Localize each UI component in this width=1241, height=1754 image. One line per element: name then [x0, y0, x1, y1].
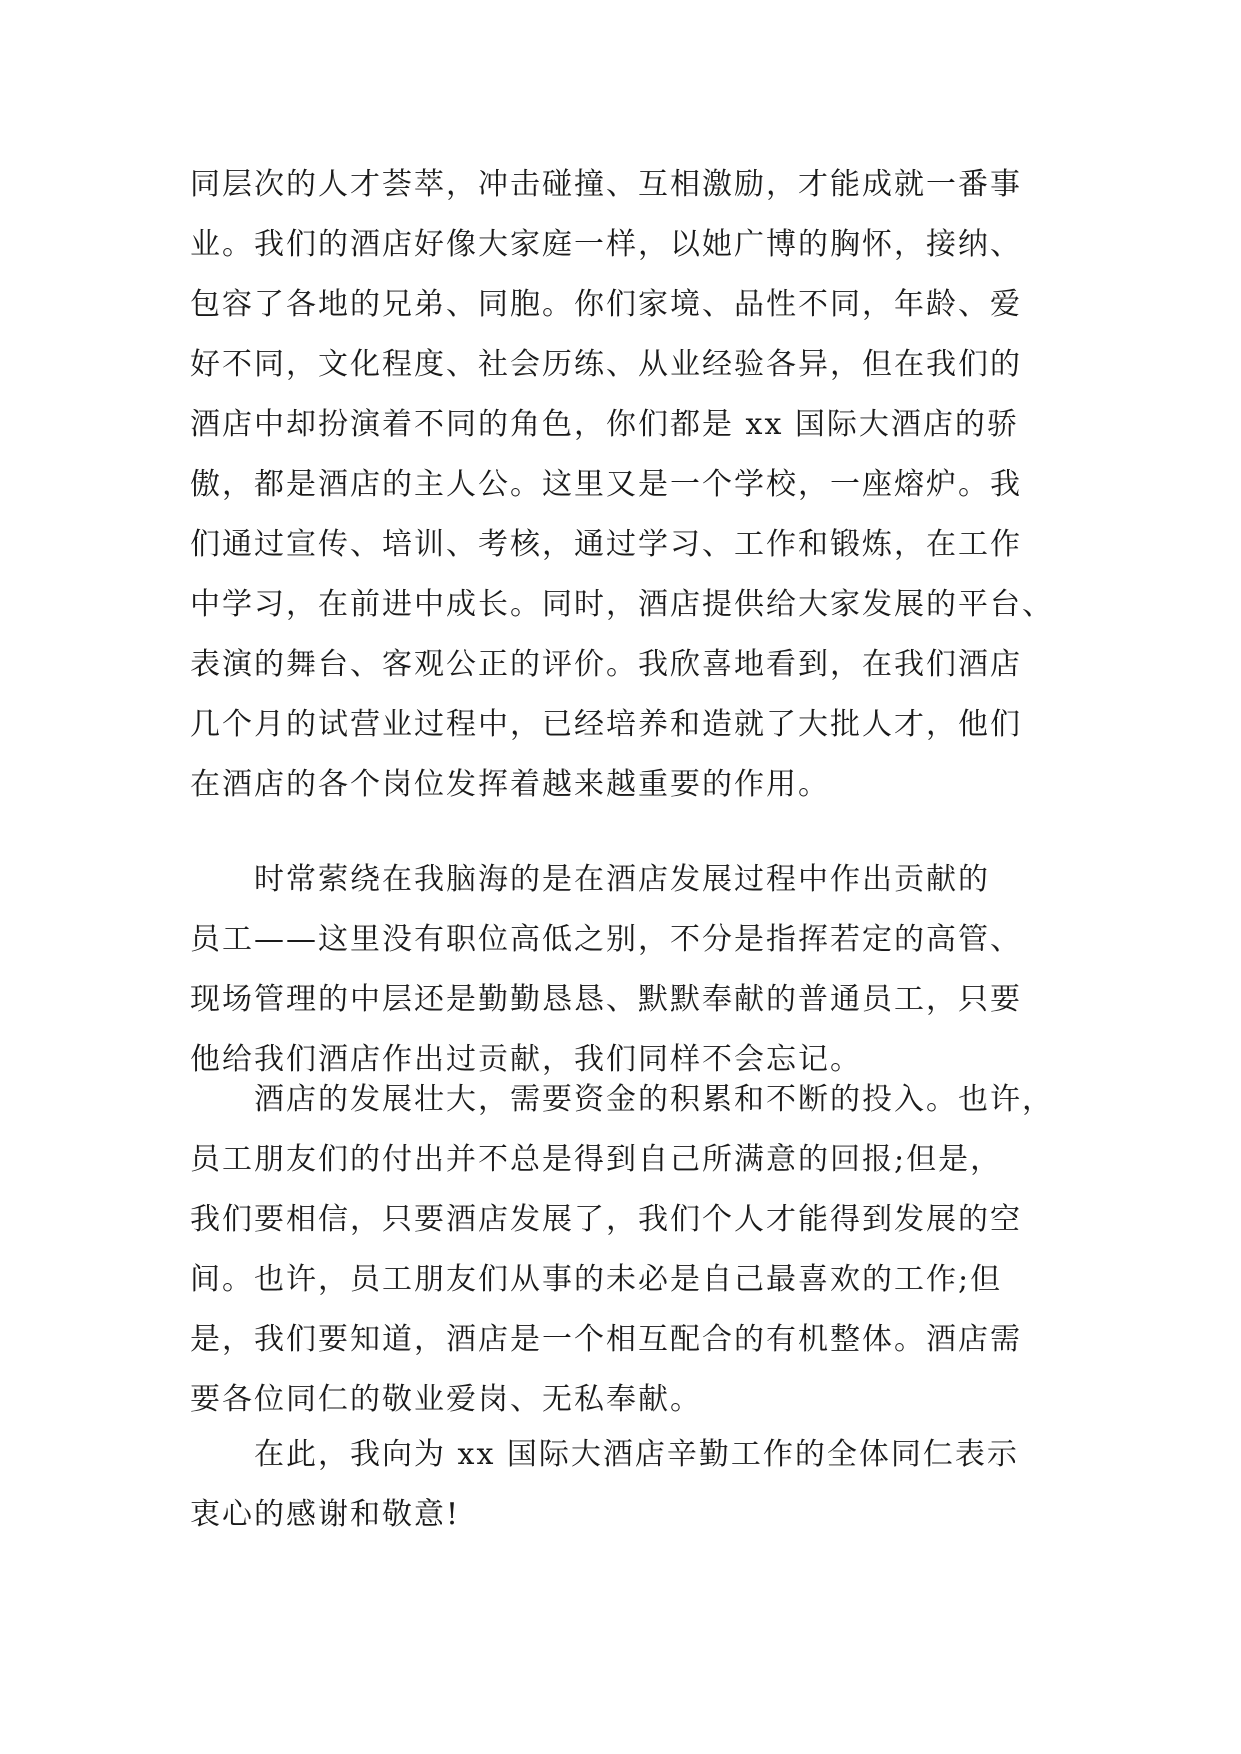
text-line: 在此，我向为 xx 国际大酒店辛勤工作的全体同仁表示	[190, 1437, 1019, 1472]
text-line: 业。我们的酒店好像大家庭一样，以她广博的胸怀，接纳、	[190, 227, 1022, 262]
text-line: 现场管理的中层还是勤勤恳恳、默默奉献的普通员工，只要	[190, 982, 1022, 1017]
text-line: 表演的舞台、客观公正的评价。我欣喜地看到，在我们酒店	[190, 647, 1022, 682]
text-line: 员工朋友们的付出并不总是得到自己所满意的回报;但是，	[190, 1142, 1003, 1177]
text-line: 在酒店的各个岗位发挥着越来越重要的作用。	[190, 767, 830, 802]
text-line: 傲，都是酒店的主人公。这里又是一个学校，一座熔炉。我	[190, 467, 1022, 502]
text-line: 衷心的感谢和敬意!	[190, 1497, 461, 1532]
text-line: 包容了各地的兄弟、同胞。你们家境、品性不同，年龄、爱	[190, 287, 1022, 322]
text-line: 员工——这里没有职位高低之别，不分是指挥若定的高管、	[190, 922, 1022, 957]
paragraph-3	[190, 1070, 1070, 1430]
text-line: 好不同，文化程度、社会历练、从业经验各异，但在我们的	[190, 347, 1022, 382]
text-line: 时常萦绕在我脑海的是在酒店发展过程中作出贡献的	[190, 862, 990, 897]
text-line: 酒店中却扮演着不同的角色，你们都是 xx 国际大酒店的骄	[190, 407, 1019, 442]
text-line: 中学习，在前进中成长。同时，酒店提供给大家发展的平台、	[190, 587, 1054, 622]
paragraph-1	[190, 155, 1070, 815]
text-line: 同层次的人才荟萃，冲击碰撞、互相激励，才能成就一番事	[190, 167, 1022, 202]
text-line: 间。也许，员工朋友们从事的未必是自己最喜欢的工作;但	[190, 1262, 1003, 1297]
text-line: 们通过宣传、培训、考核，通过学习、工作和锻炼，在工作	[190, 527, 1022, 562]
paragraph-4	[190, 1425, 1070, 1545]
text-line: 他给我们酒店作出过贡献，我们同样不会忘记。	[190, 1042, 862, 1077]
text-line: 酒店的发展壮大，需要资金的积累和不断的投入。也许，	[190, 1082, 1054, 1117]
text-line: 几个月的试营业过程中，已经培养和造就了大批人才，他们	[190, 707, 1022, 742]
text-line: 是，我们要知道，酒店是一个相互配合的有机整体。酒店需	[190, 1322, 1022, 1357]
paragraph-2	[190, 850, 1070, 1090]
text-line: 要各位同仁的敬业爱岗、无私奉献。	[190, 1382, 702, 1417]
text-line: 我们要相信，只要酒店发展了，我们个人才能得到发展的空	[190, 1202, 1022, 1237]
